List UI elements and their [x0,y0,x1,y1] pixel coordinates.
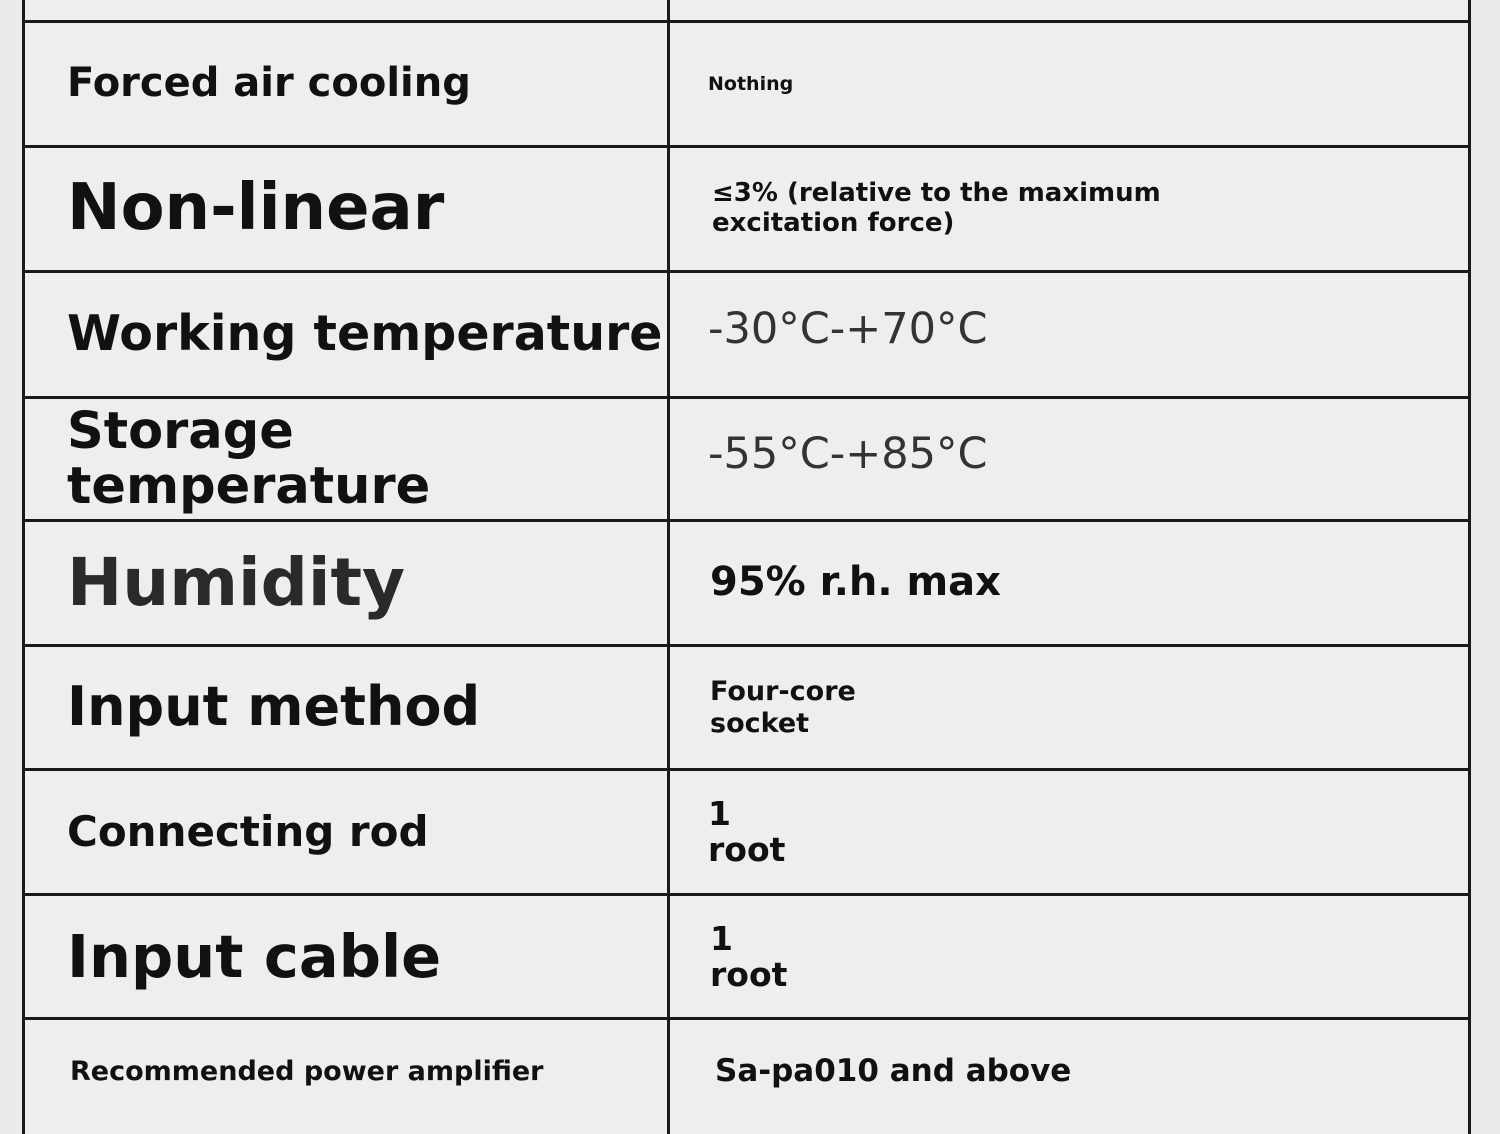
row-value-storage-temperature: -55°C-+85°C [708,428,988,479]
row-label-non-linear: Non-linear [67,171,445,246]
row-value-forced-air-cooling: Nothing [708,72,794,95]
row-value-input-method: Four-core socket [710,676,856,739]
row-label-working-temperature: Working temperature [67,305,663,363]
row-label-forced-air-cooling: Forced air cooling [67,60,471,107]
spec-table [22,0,1471,1134]
row-value-recommended-power-amplifier: Sa-pa010 and above [715,1053,1072,1090]
row-label-humidity: Humidity [67,544,406,622]
row-value-connecting-rod: 1 root [708,794,786,869]
row-label-recommended-power-amplifier: Recommended power amplifier [70,1056,544,1088]
row-label-connecting-rod: Connecting rod [67,807,429,857]
row-value-working-temperature: -30°C-+70°C [708,304,988,355]
row-value-humidity: 95% r.h. max [710,559,1001,606]
row-label-storage-temperature: Storage temperature [67,401,431,516]
column-divider [667,0,670,1134]
row-value-non-linear: ≤3% (relative to the maximum excitation force) [712,178,1161,238]
row-label-input-cable: Input cable [67,921,442,991]
row-label-input-method: Input method [67,675,481,739]
row-value-input-cable: 1 root [710,918,788,994]
